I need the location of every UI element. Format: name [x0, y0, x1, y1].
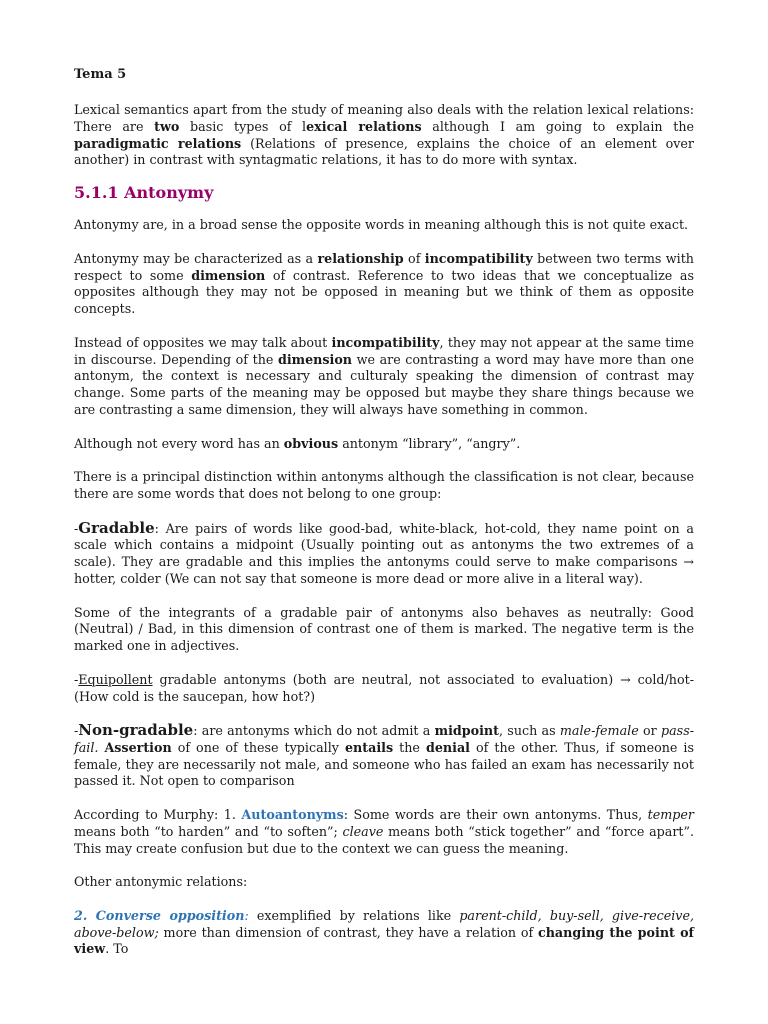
- paragraph-gradable: -Gradable: Are pairs of words like good-bad, white-black, hot-cold, they name point on a scale which contains a midpoint (Usually pointing out as antonyms the two extremes of a scale). They are gradable and this implies the antonyms could serve to make comparisons → hotter, colder (We can not say that someone is more dead or more alive in a literal way).: [74, 518, 694, 586]
- paragraph-obvious: Although not every word has an obvious antonym “library”, “angry”.: [74, 435, 521, 451]
- document-title: Tema 5: [74, 67, 127, 82]
- paragraph-neutral: Some of the integrants of a gradable pair of antonyms also behaves as neutrally: Good (Neutral) / Bad, in this dimension of contrast one of them is marked. The negative term is the marked one in adjectives.: [74, 604, 694, 654]
- paragraph-equipollent: -Equipollent gradable antonyms (both are neutral, not associated to evaluation) → cold/hot- (How cold is the saucepan, how hot?): [74, 671, 694, 704]
- paragraph-non-gradable: -Non-gradable: are antonyms which do not admit a midpoint, such as male-female or pass-fail. Assertion of one of these typically entails the denial of the other. Thus, if someone is female, they are necessarily not male, and someone who has failed an exam has necessarily not passed it. Not open to comparison: [74, 721, 694, 789]
- paragraph-converse: 2. Converse opposition: exemplified by relations like parent-child, buy-sell, give-receive, above-below; more than dimension of contrast, they have a relation of changing the point of view. To: [74, 907, 695, 957]
- section-heading: 5.1.1 Antonymy: [74, 183, 214, 203]
- document-body: [74, 66, 694, 958]
- paragraph-murphy: According to Murphy: 1. Autoantonyms: Some words are their own antonyms. Thus, temper means both “to harden” and “to soften”; cleave means both “stick together” and “force apart”. This may create confusion but due to the context we can guess the meaning.: [74, 807, 695, 856]
- intro-paragraph: Lexical semantics apart from the study of meaning also deals with the relation lexical relations: There are two basic types of lexical relations although I am going to explain the paradigmatic relations (Relations of presence, explains the choice of an element over another) in contrast with syntagmatic relations, it has to do more with syntax.: [74, 102, 695, 168]
- paragraph-distinction: There is a principal distinction within antonyms although the classification is not clear, because there are some words that does not belong to one group:: [74, 469, 694, 501]
- paragraph-other-relations: Other antonymic relations:: [74, 874, 248, 890]
- paragraph-incompatibility: Instead of opposites we may talk about incompatibility, they may not appear at the same time in discourse. Depending of the dimension we are contrasting a word may have more than one antonym, the context is necessary and culturaly speaking the dimension of contrast may change. Some parts of the meaning may be opposed but maybe they share things because we are contrasting a same dimension, they will always have something in common.: [74, 334, 695, 417]
- paragraph-relationship: Antonymy may be characterized as a relationship of incompatibility between two terms with respect to some dimension of contrast. Reference to two ideas that we conceptualize as opposites although they may not be opposed in meaning but we think of them as opposite concepts.: [74, 250, 695, 317]
- paragraph-definition: Antonymy are, in a broad sense the opposite words in meaning although this is not quite exact.: [74, 217, 689, 233]
